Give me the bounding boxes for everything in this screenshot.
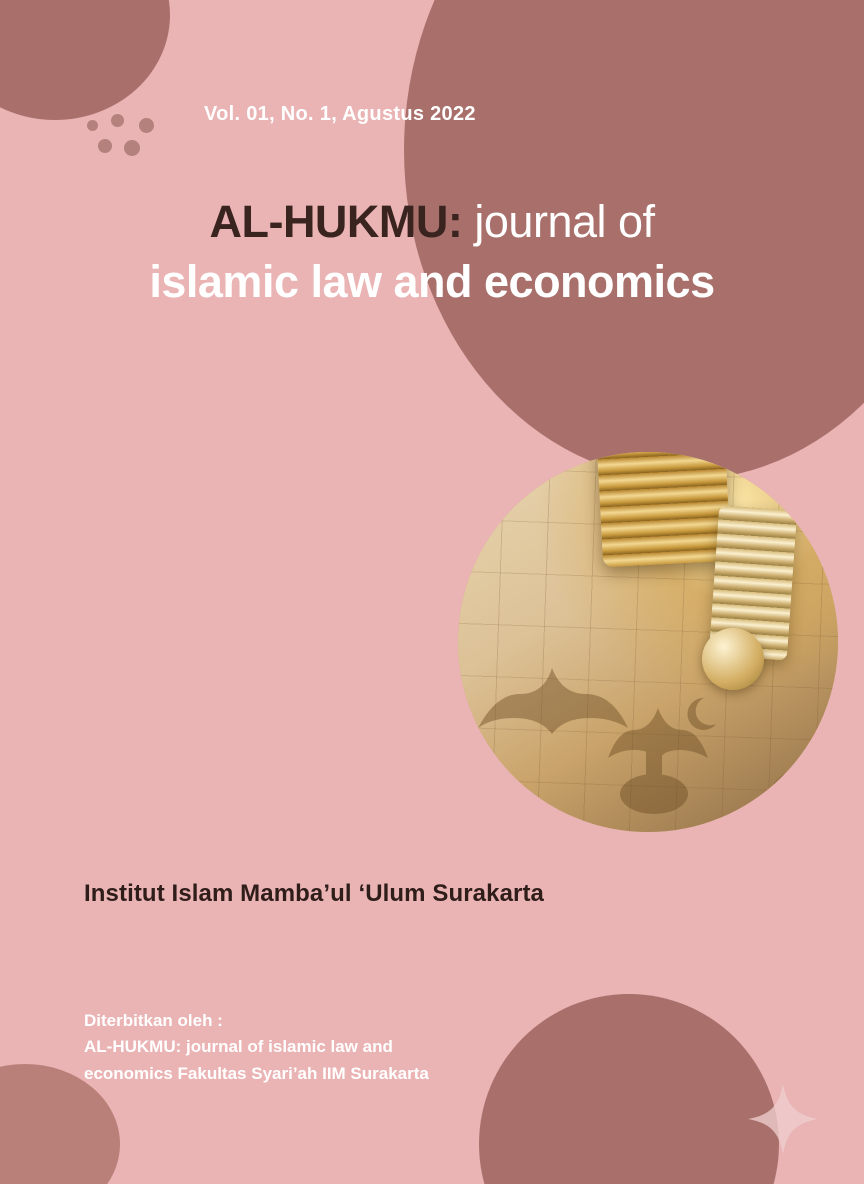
decorative-blob-bottom-right — [479, 994, 779, 1184]
issue-line: Vol. 01, No. 1, Agustus 2022 — [204, 103, 476, 125]
imprint-line-1: AL-HUKMU: journal of islamic law and — [84, 1037, 393, 1057]
journal-title — [60, 196, 804, 308]
imprint-line-2: economics Fakultas Syari’ah IIM Surakarta — [84, 1063, 429, 1083]
journal-title-line-2: islamic law and economics — [149, 255, 715, 307]
sparkle-icon — [746, 1082, 820, 1156]
journal-title-line-1 — [60, 196, 804, 248]
dot-icon — [124, 140, 140, 156]
dot-icon — [87, 120, 98, 131]
mosque-shadow-illustration — [458, 548, 838, 832]
dot-icon — [98, 139, 112, 153]
journal-title-suffix: journal of — [462, 196, 655, 247]
dots-decoration — [84, 104, 174, 164]
dot-icon — [139, 118, 154, 133]
imprint-label: Diterbitkan oleh : — [84, 1011, 223, 1030]
publisher-name: Institut Islam Mamba’ul ‘Ulum Surakarta — [84, 880, 545, 907]
dot-icon — [111, 114, 124, 127]
imprint-block — [84, 1008, 429, 1087]
cover-photo — [458, 452, 838, 832]
journal-title-name: AL-HUKMU: — [209, 196, 463, 247]
decorative-blob-top-left — [0, 0, 170, 120]
